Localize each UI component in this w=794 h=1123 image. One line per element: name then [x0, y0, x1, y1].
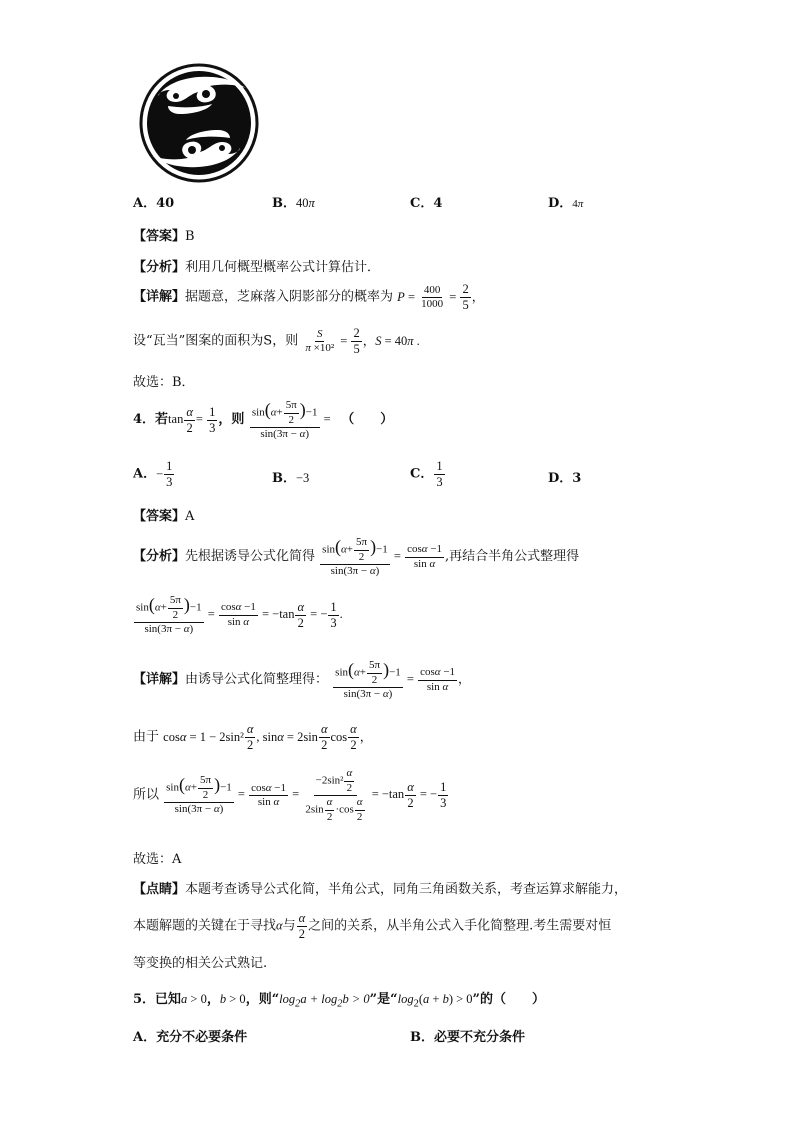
q5-stem: 5．已知a > 0，b > 0，则“$\log_2a + \log_2b > 0$”是“$\log_2(a + b) > 0$”的（ ）	[133, 992, 546, 1010]
q4-analysis-formula: sin(α+ $\frac{5\pi}{2}$ )−1 sin(3π − α) = $\frac{\cos\alpha -1}{\text{sin α}}$ = −tan $\frac{\alpha}{2}$ = − $\frac{1}{3}$ .	[136, 594, 343, 636]
q3-analysis: 【分析】利用几何概型概率公式计算估计．	[133, 260, 381, 275]
q3-detail-line2: 设“瓦当”图案的面积为S，则 $\frac{S}{\text{π ×10²}}$ = $\frac{2}{5}$ ，S = 40π .	[133, 326, 420, 357]
q4-detail-since: 由于 cosα = 1 − 2sin² $\frac{\alpha}{2}$ , sinα = 2sin $\frac{\alpha}{2}$ cos $\frac{\alpha}{2}$ ，	[133, 722, 373, 753]
q5-option-a: A．充分不必要条件	[133, 1030, 248, 1045]
q4-conclusion: 故选：A	[133, 852, 182, 867]
q3-option-a: A．40	[133, 196, 175, 211]
q3-option-c: C．4	[410, 196, 443, 211]
q3-option-b: B．40π	[272, 196, 315, 211]
q3-conclusion: 故选：B．	[133, 375, 195, 390]
q4-detail: 【详解】由诱导公式化简整理得： sin(α+ $\frac{5\pi}{2}$ )−1 sin(3π − α) = $\frac{\cos\alpha -1}{\text{sin α}}$ ，	[133, 659, 471, 701]
q3-option-d: D．4π	[548, 196, 584, 211]
q4-answer: 【答案】A	[133, 509, 195, 524]
q4-comment-line1: 【点睛】本题考查诱导公式化简，半角公式，同角三角函数关系，考查运算求解能力，	[133, 882, 628, 897]
q4-option-d: D．3	[548, 471, 582, 486]
q4-stem: 4．若tan $\frac{\alpha}{2}$ = $\frac{1}{3}$ ，则 sin(α+ $\frac{5\pi}{2}$ )−1 sin(3π − α) = （ ）	[133, 399, 394, 441]
q4-option-a: A．− $\frac{1}{3}$	[133, 459, 173, 490]
q4-comment-line2: 本题解题的关键在于寻找α与 $\frac{\alpha}{2}$ 之间的关系，从半角公式入手化简整理.考生需要对恒	[133, 911, 612, 942]
q3-answer: 【答案】B	[133, 229, 195, 244]
q4-option-c: C． $\frac{1}{3}$	[410, 459, 443, 490]
q5-option-b: B．必要不充分条件	[410, 1030, 525, 1045]
wadang-tile-figure	[138, 62, 260, 184]
q4-comment-line3: 等变换的相关公式熟记.	[133, 956, 268, 971]
q3-detail: 【详解】据题意，芝麻落入阴影部分的概率为 P = $\frac{400}{1000}$ = $\frac{2}{5}$ ，	[133, 282, 485, 313]
q4-analysis: 【分析】先根据诱导公式化简得 sin(α+ $\frac{5\pi}{2}$ )−1 sin(3π − α) = $\frac{\cos\alpha -1}{\text{sin α}}$ ,再结合半角公式整理得	[133, 536, 580, 578]
q4-option-b: B．−3	[272, 471, 310, 486]
q4-detail-so: 所以 sin(α+ $\frac{5\pi}{2}$ )−1 sin(3π − α) = $\frac{\cos\alpha -1}{\text{sin α}}$ = −2sin² $\frac{\alpha}{2}$ 2sin $\frac{\alpha}{2}$ ·cos $\frac{\alpha}{2}$ = −tan $\frac{\alpha}{2}$ = − $\frac{1}{3}$	[133, 767, 447, 823]
